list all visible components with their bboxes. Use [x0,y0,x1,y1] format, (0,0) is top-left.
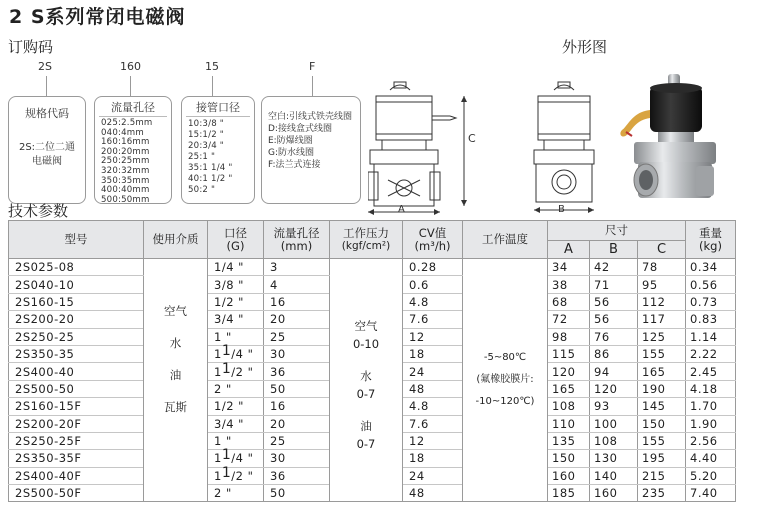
cell-port: 11/2 " [208,363,264,380]
header-size: 尺寸 [548,221,686,241]
fraction-part: 1 [221,447,232,464]
box-line: 25:1 " [188,152,216,162]
merged-cell-line: -10~120℃) [475,396,535,408]
cell-orifice: 20 [264,415,330,432]
coil-option-box [261,96,361,204]
cell-b: 120 [590,380,638,397]
box-line: 320:32mm [101,165,150,176]
header-model: 型号 [9,221,144,259]
cell-a: 38 [548,276,590,293]
box-line: 350:35mm [101,175,150,186]
cell-model: 2S160-15F [9,398,144,415]
valve-front-drawing [368,80,490,218]
header-orifice [264,221,330,259]
cell-orifice: 30 [264,450,330,467]
divider [186,116,250,117]
code-option: F [309,60,316,73]
merged-cell-line: (氟橡胶膜片: [476,374,534,386]
box-line: 040:4mm [101,127,144,138]
cell-model: 2S160-15 [9,293,144,310]
header-cv-label: CV值 [418,225,447,240]
box-line: 025:2.5mm [101,118,153,128]
divider [99,116,167,117]
outline-heading: 外形图 [562,38,608,56]
cell-weight: 0.73 [686,293,736,310]
header-a: A [548,241,590,259]
box-line: 15:1/2 " [188,130,224,140]
cell-port: 11/2 " [208,467,264,484]
cell-model: 2S040-10 [9,276,144,293]
header-pressure-label: 工作压力 [343,225,389,240]
cell-b: 56 [590,293,638,310]
header-orifice-unit: (mm) [280,238,313,253]
cell-weight: 1.70 [686,398,736,415]
connector-line [212,76,213,96]
cell-b: 94 [590,363,638,380]
merged-cell-line: 0-10 [352,337,380,351]
port-box [181,96,255,204]
box-line: D:接线盒式线圈 [268,124,332,134]
valve-product-image [612,70,720,212]
cell-c: 117 [638,311,686,328]
cell-orifice: 25 [264,328,330,345]
dim-b-label: B [558,204,565,215]
merged-cell-line: 空气 [164,304,187,318]
cell-weight: 0.34 [686,259,736,276]
specs-heading: 技术参数 [8,202,69,220]
cell-cv: 7.6 [403,311,463,328]
box-line: 空白:引线式铁壳线圈 [268,112,353,122]
merged-cell-line: 空气 [354,319,378,333]
cell-port: 1 " [208,432,264,449]
merged-cell-line: 油 [360,419,372,433]
cell-cv: 48 [403,485,463,502]
cell-port: 1/2 " [208,398,264,415]
cell-c: 235 [638,485,686,502]
cell-a: 120 [548,363,590,380]
cell-port: 1/2 " [208,293,264,310]
cell-cv: 48 [403,380,463,397]
box-line: 2S:二位二通 [18,142,76,153]
cell-c: 125 [638,328,686,345]
cell-cv: 0.28 [403,259,463,276]
header-port [208,221,264,259]
cell-weight: 2.22 [686,345,736,362]
cell-medium [144,259,208,502]
cell-orifice: 16 [264,398,330,415]
box-line: 电磁阀 [32,156,62,167]
box-line: 35:1 1/4 " [188,163,233,173]
cell-b: 140 [590,467,638,484]
cell-c: 155 [638,432,686,449]
cell-c: 215 [638,467,686,484]
connector-line [312,76,313,96]
cell-a: 150 [548,450,590,467]
box-line: 20:3/4 " [188,141,224,151]
cell-b: 93 [590,398,638,415]
spec-code-box [8,96,86,204]
cell-orifice: 4 [264,276,330,293]
cell-b: 130 [590,450,638,467]
header-port-unit: (G) [226,238,245,253]
cell-cv: 18 [403,345,463,362]
cell-model: 2S400-40F [9,467,144,484]
table-row [9,259,736,276]
merged-cell-line: 0-7 [356,387,376,401]
cell-orifice: 50 [264,485,330,502]
cell-model: 2S350-35F [9,450,144,467]
code-port: 15 [205,60,219,73]
cell-orifice: 25 [264,432,330,449]
cell-a: 135 [548,432,590,449]
cell-c: 145 [638,398,686,415]
cell-c: 78 [638,259,686,276]
cell-orifice: 30 [264,345,330,362]
fraction-part: 1 [221,343,232,360]
cell-cv: 12 [403,328,463,345]
cell-port: 11/4 " [208,450,264,467]
cell-orifice: 36 [264,467,330,484]
connector-line [46,76,47,96]
cell-cv: 24 [403,467,463,484]
orifice-box [94,96,172,204]
cell-a: 160 [548,467,590,484]
cell-b: 160 [590,485,638,502]
box-line: 40:1 1/2 " [188,174,233,184]
cell-a: 34 [548,259,590,276]
cell-a: 185 [548,485,590,502]
cell-a: 115 [548,345,590,362]
header-orifice-label: 流量孔径 [273,225,320,240]
cell-c: 150 [638,415,686,432]
box-line: G:防水线圈 [268,148,315,158]
cell-c: 195 [638,450,686,467]
cell-cv: 4.8 [403,398,463,415]
cell-port: 1/4 " [208,259,264,276]
cell-a: 165 [548,380,590,397]
dim-a-label: A [398,204,405,215]
cell-a: 98 [548,328,590,345]
cell-a: 110 [548,415,590,432]
cell-a: 108 [548,398,590,415]
cell-temp [463,259,548,502]
valve-side-drawing [528,80,604,218]
cell-cv: 24 [403,363,463,380]
cell-weight: 0.83 [686,311,736,328]
box-line: 50:2 " [188,185,216,195]
cell-b: 56 [590,311,638,328]
cell-c: 190 [638,380,686,397]
header-weight-label: 重量 [699,225,722,240]
cell-cv: 4.8 [403,293,463,310]
cell-c: 95 [638,276,686,293]
cell-model: 2S200-20 [9,311,144,328]
cell-cv: 18 [403,450,463,467]
cell-pressure [330,259,403,502]
header-c: C [638,241,686,259]
cell-b: 100 [590,415,638,432]
fraction-part: 1 [221,464,232,481]
cell-model: 2S200-20F [9,415,144,432]
box-line: 500:50mm [101,194,150,205]
cell-weight: 4.18 [686,380,736,397]
cell-port: 3/4 " [208,415,264,432]
cell-model: 2S500-50F [9,485,144,502]
cell-cv: 12 [403,432,463,449]
box-line: 400:40mm [101,185,150,196]
cell-b: 42 [590,259,638,276]
cell-port: 2 " [208,485,264,502]
cell-model: 2S400-40 [9,363,144,380]
cell-model: 2S500-50 [9,380,144,397]
header-medium: 使用介质 [144,221,208,259]
box-line: 200:20mm [101,146,150,157]
cell-b: 76 [590,328,638,345]
cell-c: 155 [638,345,686,362]
cell-cv: 7.6 [403,415,463,432]
cell-port: 11/4 " [208,345,264,362]
box-header: 接管口径 [196,101,240,114]
cell-weight: 4.40 [686,450,736,467]
header-port-label: 口径 [224,225,247,240]
merged-cell-line: -5~80℃ [483,352,527,364]
box-header: 流量孔径 [111,101,155,114]
header-temp: 工作温度 [463,221,548,259]
cell-weight: 1.14 [686,328,736,345]
cell-orifice: 16 [264,293,330,310]
cell-port: 2 " [208,380,264,397]
cell-port: 3/8 " [208,276,264,293]
connector-line [130,76,131,96]
merged-cell-line: 油 [169,368,182,382]
header-weight [686,221,736,259]
box-line: 10:3/8 " [188,119,224,129]
fraction-part: 1 [221,360,232,377]
cell-weight: 7.40 [686,485,736,502]
cell-orifice: 3 [264,259,330,276]
cell-c: 165 [638,363,686,380]
cell-b: 108 [590,432,638,449]
cell-a: 68 [548,293,590,310]
cell-weight: 2.56 [686,432,736,449]
merged-cell-line: 水 [360,369,372,383]
box-line: 160:16mm [101,137,150,148]
header-cv-unit: (m³/h) [414,238,451,253]
cell-orifice: 36 [264,363,330,380]
code-series: 2S [38,60,52,73]
header-pressure-unit: (kgf/cm²) [341,239,391,252]
code-orifice: 160 [120,60,141,73]
box-header: 规格代码 [25,107,69,120]
cell-weight: 2.45 [686,363,736,380]
page-title: 2 S系列常闭电磁阀 [9,6,186,28]
cell-weight: 5.20 [686,467,736,484]
dim-c-label: C [468,132,476,145]
cell-orifice: 50 [264,380,330,397]
merged-cell-line: 水 [169,336,182,350]
header-weight-unit: (kg) [699,238,722,253]
cell-model: 2S350-35 [9,345,144,362]
box-line: 250:25mm [101,156,150,167]
cell-port: 3/4 " [208,311,264,328]
box-line: F:法兰式连接 [268,160,321,170]
cell-b: 71 [590,276,638,293]
header-pressure [330,221,403,259]
cell-cv: 0.6 [403,276,463,293]
merged-cell-line: 0-7 [356,437,376,451]
cell-b: 86 [590,345,638,362]
merged-cell-line: 瓦斯 [164,400,187,414]
spec-table [8,220,736,502]
cell-weight: 0.56 [686,276,736,293]
cell-c: 112 [638,293,686,310]
cell-orifice: 20 [264,311,330,328]
cell-model: 2S250-25F [9,432,144,449]
cell-a: 72 [548,311,590,328]
cell-weight: 1.90 [686,415,736,432]
cell-model: 2S250-25 [9,328,144,345]
header-b: B [590,241,638,259]
box-line: E:防爆线圈 [268,136,313,146]
cell-port: 1 " [208,328,264,345]
cell-model: 2S025-08 [9,259,144,276]
header-cv [403,221,463,259]
order-code-heading: 订购码 [8,38,54,56]
